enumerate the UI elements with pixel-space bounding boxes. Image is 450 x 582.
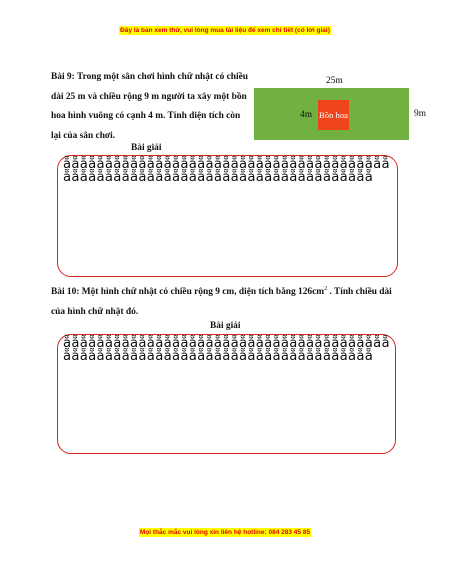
problem-10-text-after: . Tính chiều dài của hình chữ nhật đó. xyxy=(51,287,392,317)
hotline-banner-text: Mọi thắc mắc vui lòng xin liên hệ hotline: 084 283 45 85 xyxy=(139,529,311,536)
problem-10-text: Một hình chữ nhật có chiều rộng 9 cm, diện tích bằng 126cm xyxy=(81,287,325,298)
problem-10-label: Bài 10: xyxy=(51,287,80,298)
problem-9-text: Trong một sân chơi hình chữ nhật có chiều dài 25 m và chiều rộng 9 m người ta xây một bồn hoa hình vuông có cạnh 4 m. Tính diện tích còn lại của sân chơi. xyxy=(51,72,248,141)
problem-10 xyxy=(51,280,396,322)
preview-banner xyxy=(0,27,450,34)
solution-title-10: Bài giải xyxy=(210,321,241,331)
flower-bed-square xyxy=(318,100,349,130)
length-label: 25m xyxy=(326,76,343,86)
width-label: 9m xyxy=(414,109,426,119)
answer-dots-9: ẵẵẵẵẵẵẵẵẵẵẵẵẵẵẵẵẵẵẵẵẵẵẵẵẵẵẵẵẵẵẵẵẵẵẵẵẵẵẵẵẵẵẵẵẵẵẵẵẵẵẵẵẵẵẵẵẵẵẵẵẵẵẵẵẵẵẵẵẵẵẵẵẵẵẵẵ xyxy=(63,157,390,185)
hotline-banner xyxy=(0,529,450,536)
problem-9 xyxy=(51,68,251,146)
pool-side-label: 4m xyxy=(300,110,312,120)
answer-dots-10: ẵẵẵẵẵẵẵẵẵẵẵẵẵẵẵẵẵẵẵẵẵẵẵẵẵẵẵẵẵẵẵẵẵẵẵẵẵẵẵẵẵẵẵẵẵẵẵẵẵẵẵẵẵẵẵẵẵẵẵẵẵẵẵẵẵẵẵẵẵẵẵẵẵẵẵẵ xyxy=(63,336,390,364)
problem-10-superscript: 2 xyxy=(324,286,328,292)
flower-bed-label: Bồn hoa xyxy=(319,110,348,120)
solution-title-9: Bài giải xyxy=(131,143,162,153)
problem-9-label: Bài 9: xyxy=(51,72,75,82)
preview-banner-text: Đây là bản xem thử, vui lòng mua tài liệu để xem chi tiết (có lời giải) xyxy=(120,27,330,34)
